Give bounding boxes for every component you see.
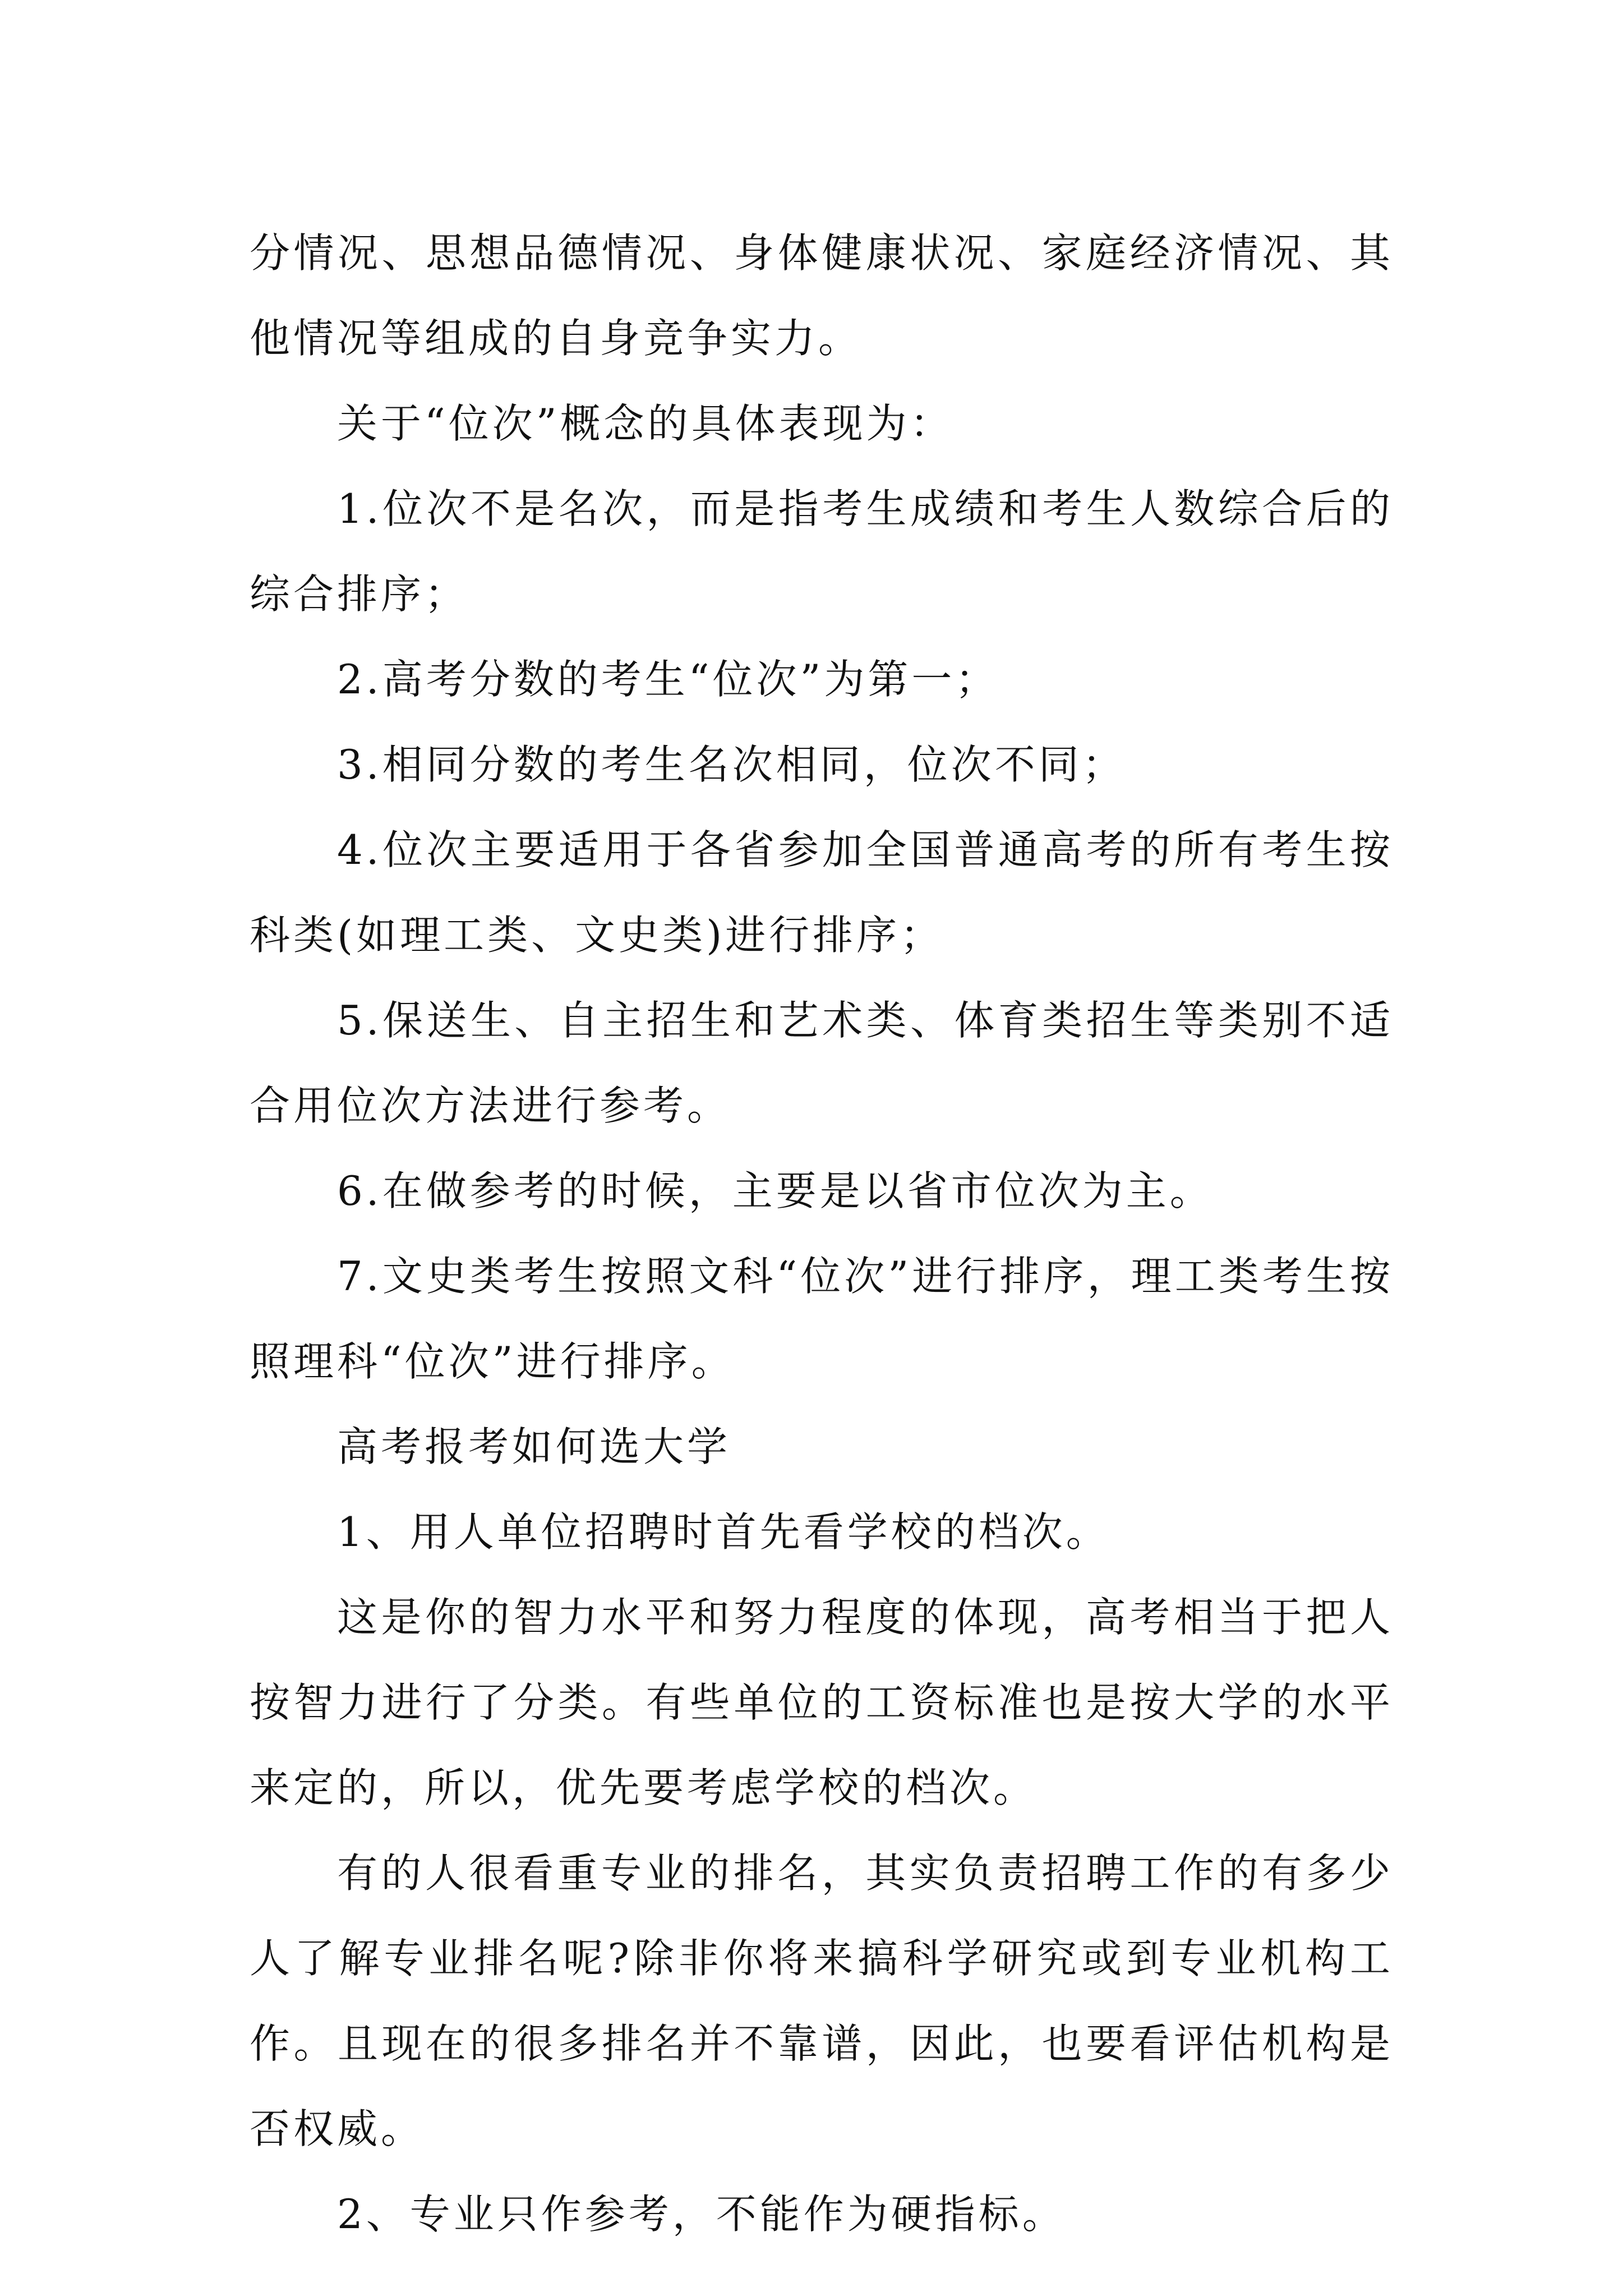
paragraph-major-ranking: 有的人很看重专业的排名，其实负责招聘工作的有多少人了解专业排名呢?除非你将来搞科学研究或到专业机构工作。且现在的很多排名并不靠谱，因此，也要看评估机构是否权威。 — [250, 1849, 1394, 2152]
document-body — [250, 210, 1394, 2257]
section-heading: 高考报考如何选大学 — [337, 1423, 731, 1470]
list-item-3: 3.相同分数的考生名次相同，位次不同； — [337, 741, 1126, 788]
paragraph-rank-intro: 关于“位次”概念的具体表现为： — [337, 400, 954, 447]
paragraph-school-level: 这是你的智力水平和努力程度的体现，高考相当于把人按智力进行了分类。有些单位的工资标准也是按大学的水平来定的，所以，优先要考虑学校的档次。 — [250, 1594, 1394, 1811]
list-item-6: 6.在做参考的时候，主要是以省市位次为主。 — [337, 1167, 1214, 1214]
list-item-2: 2.高考分数的考生“位次”为第一； — [337, 656, 999, 703]
list-item-4: 4.位次主要适用于各省参加全国普通高考的所有考生按科类(如理工类、文史类)进行排序； — [250, 826, 1394, 959]
point-2-heading: 2、专业只作参考，不能作为硬指标。 — [337, 2191, 1066, 2238]
list-item-1: 1.位次不是名次，而是指考生成绩和考生人数综合后的综合排序； — [250, 485, 1394, 618]
list-item-5: 5.保送生、自主招生和艺术类、体育类招生等类别不适合用位次方法进行参考。 — [250, 997, 1394, 1129]
list-item-7: 7.文史类考生按照文科“位次”进行排序，理工类考生按照理科“位次”进行排序。 — [250, 1253, 1394, 1385]
paragraph-continuation: 分情况、思想品德情况、身体健康状况、家庭经济情况、其他情况等组成的自身竞争实力。 — [250, 229, 1394, 362]
point-1-heading: 1、用人单位招聘时首先看学校的档次。 — [337, 1508, 1110, 1556]
